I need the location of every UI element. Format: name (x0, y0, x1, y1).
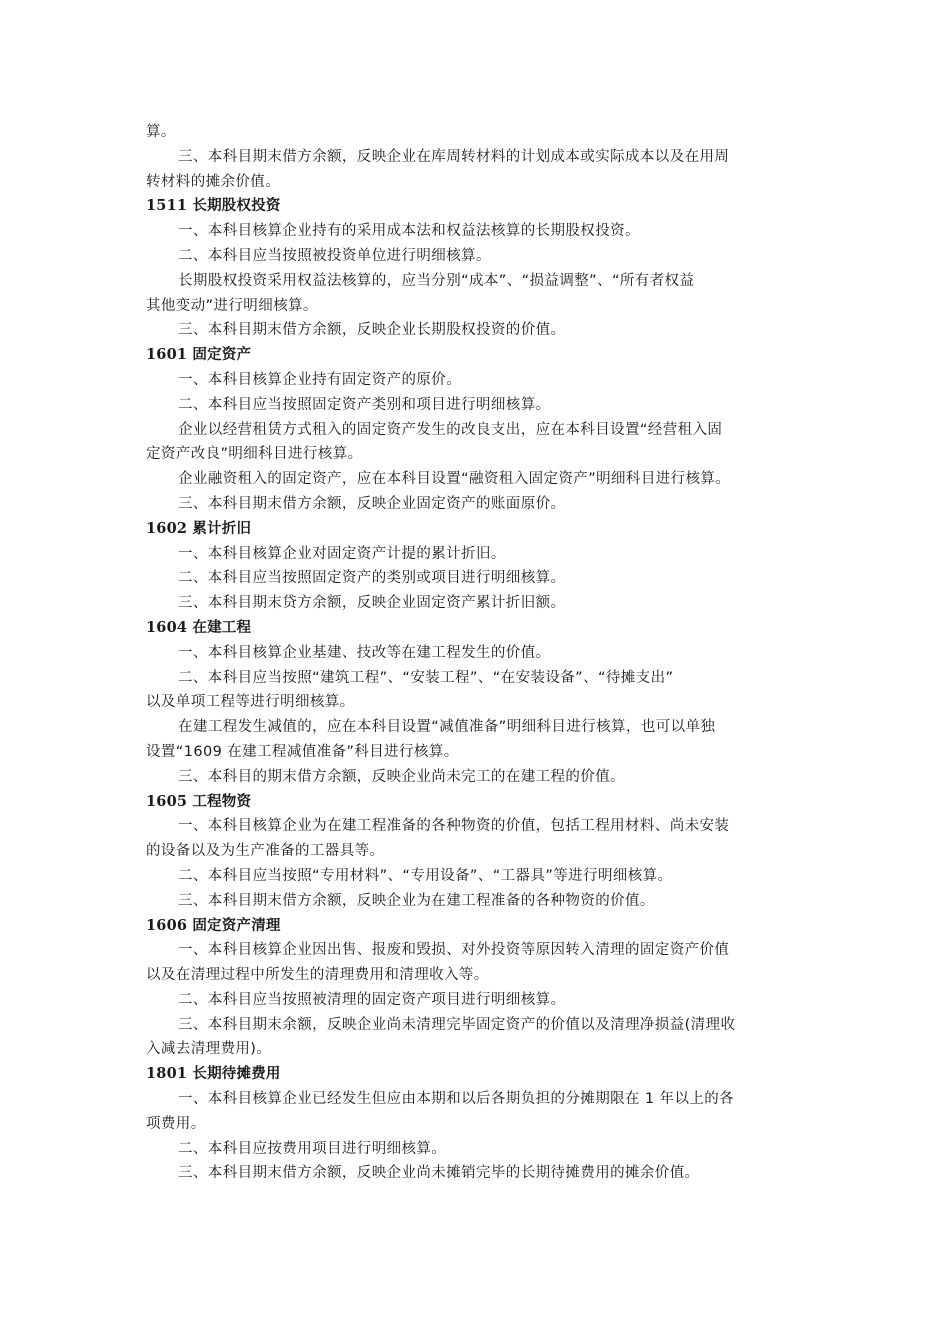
paragraph-line: 三、本科目期末余额，反映企业尚未清理完毕固定资产的价值以及清理净损益(清理收 (178, 1016, 736, 1033)
paragraph-line: 算。 (146, 124, 176, 140)
section-heading: 1801 长期待摊费用 (146, 1065, 281, 1083)
paragraph-line: 的设备以及为生产准备的工器具等。 (146, 843, 385, 860)
paragraph-line: 转材料的摊余价值。 (146, 173, 281, 190)
paragraph-line: 三、本科目期末借方余额，反映企业长期股权投资的价值。 (178, 322, 566, 339)
paragraph-line: 以及单项工程等进行明细核算。 (146, 694, 355, 711)
paragraph-line: 长期股权投资采用权益法核算的，应当分别“成本”、“损益调整”、“所有者权益 (178, 272, 695, 289)
paragraph-line: 二、本科目应当按照“建筑工程”、“安装工程”、“在安装设备”、“待摊支出” (178, 669, 674, 686)
paragraph-line: 一、本科目核算企业为在建工程准备的各种物资的价值，包括工程用材料、尚未安装 (178, 818, 730, 835)
paragraph-line: 二、本科目应当按照被清理的固定资产项目进行明细核算。 (178, 991, 566, 1008)
section-heading: 1601 固定资产 (146, 346, 252, 364)
section-heading: 1606 固定资产清理 (146, 916, 281, 934)
paragraph-line: 在建工程发生减值的，应在本科目设置“减值准备”明细科目进行核算，也可以单独 (178, 719, 716, 736)
paragraph-line: 三、本科目的期末借方余额，反映企业尚未完工的在建工程的价值。 (178, 768, 625, 785)
paragraph-line: 企业以经营租赁方式租入的固定资产发生的改良支出，应在本科目设置“经营租入固 (178, 421, 723, 438)
paragraph-line: 二、本科目应当按照固定资产的类别或项目进行明细核算。 (178, 570, 566, 587)
paragraph-line: 企业融资租入的固定资产，应在本科目设置“融资租入固定资产”明细科目进行核算。 (178, 471, 731, 488)
paragraph-line: 入减去清理费用)。 (146, 1041, 272, 1058)
paragraph-line: 二、本科目应当按照被投资单位进行明细核算。 (178, 247, 491, 264)
section-heading: 1511 长期股权投资 (146, 197, 281, 215)
paragraph-line: 其他变动”进行明细核算。 (146, 297, 318, 314)
section-heading: 1604 在建工程 (146, 618, 252, 636)
paragraph-line: 一、本科目核算企业基建、技改等在建工程发生的价值。 (178, 644, 551, 661)
paragraph-line: 二、本科目应按费用项目进行明细核算。 (178, 1140, 447, 1157)
paragraph-line: 二、本科目应当按照“专用材料”、“专用设备”、“工器具”等进行明细核算。 (178, 867, 673, 884)
paragraph-line: 一、本科目核算企业持有的采用成本法和权益法核算的长期股权投资。 (178, 223, 640, 240)
paragraph-line: 三、本科目期末借方余额，反映企业尚未摊销完毕的长期待摊费用的摊余价值。 (178, 1165, 700, 1182)
paragraph-line: 一、本科目核算企业已经发生但应由本期和以后各期负担的分摊期限在 1 年以上的各 (178, 1091, 735, 1108)
document-page (146, 120, 810, 1186)
paragraph-line: 三、本科目期末借方余额，反映企业在库周转材料的计划成本或实际成本以及在用周 (178, 148, 730, 165)
paragraph-line: 定资产改良”明细科目进行核算。 (146, 446, 363, 463)
paragraph-line: 二、本科目应当按照固定资产类别和项目进行明细核算。 (178, 396, 551, 413)
section-heading: 1605 工程物资 (146, 792, 252, 810)
paragraph-line: 项费用。 (146, 1115, 206, 1132)
paragraph-line: 一、本科目核算企业持有固定资产的原价。 (178, 371, 462, 388)
paragraph-line: 以及在清理过程中所发生的清理费用和清理收入等。 (146, 967, 489, 984)
paragraph-line: 三、本科目期末借方余额，反映企业为在建工程准备的各种物资的价值。 (178, 892, 655, 909)
paragraph-line: 一、本科目核算企业对固定资产计提的累计折旧。 (178, 545, 506, 562)
section-heading: 1602 累计折旧 (146, 519, 252, 537)
paragraph-line: 三、本科目期末贷方余额，反映企业固定资产累计折旧额。 (178, 595, 566, 612)
paragraph-line: 一、本科目核算企业因出售、报废和毁损、对外投资等原因转入清理的固定资产价值 (178, 942, 730, 959)
paragraph-line: 三、本科目期末借方余额，反映企业固定资产的账面原价。 (178, 495, 566, 512)
paragraph-line: 设置“1609 在建工程减值准备”科目进行核算。 (146, 743, 459, 760)
